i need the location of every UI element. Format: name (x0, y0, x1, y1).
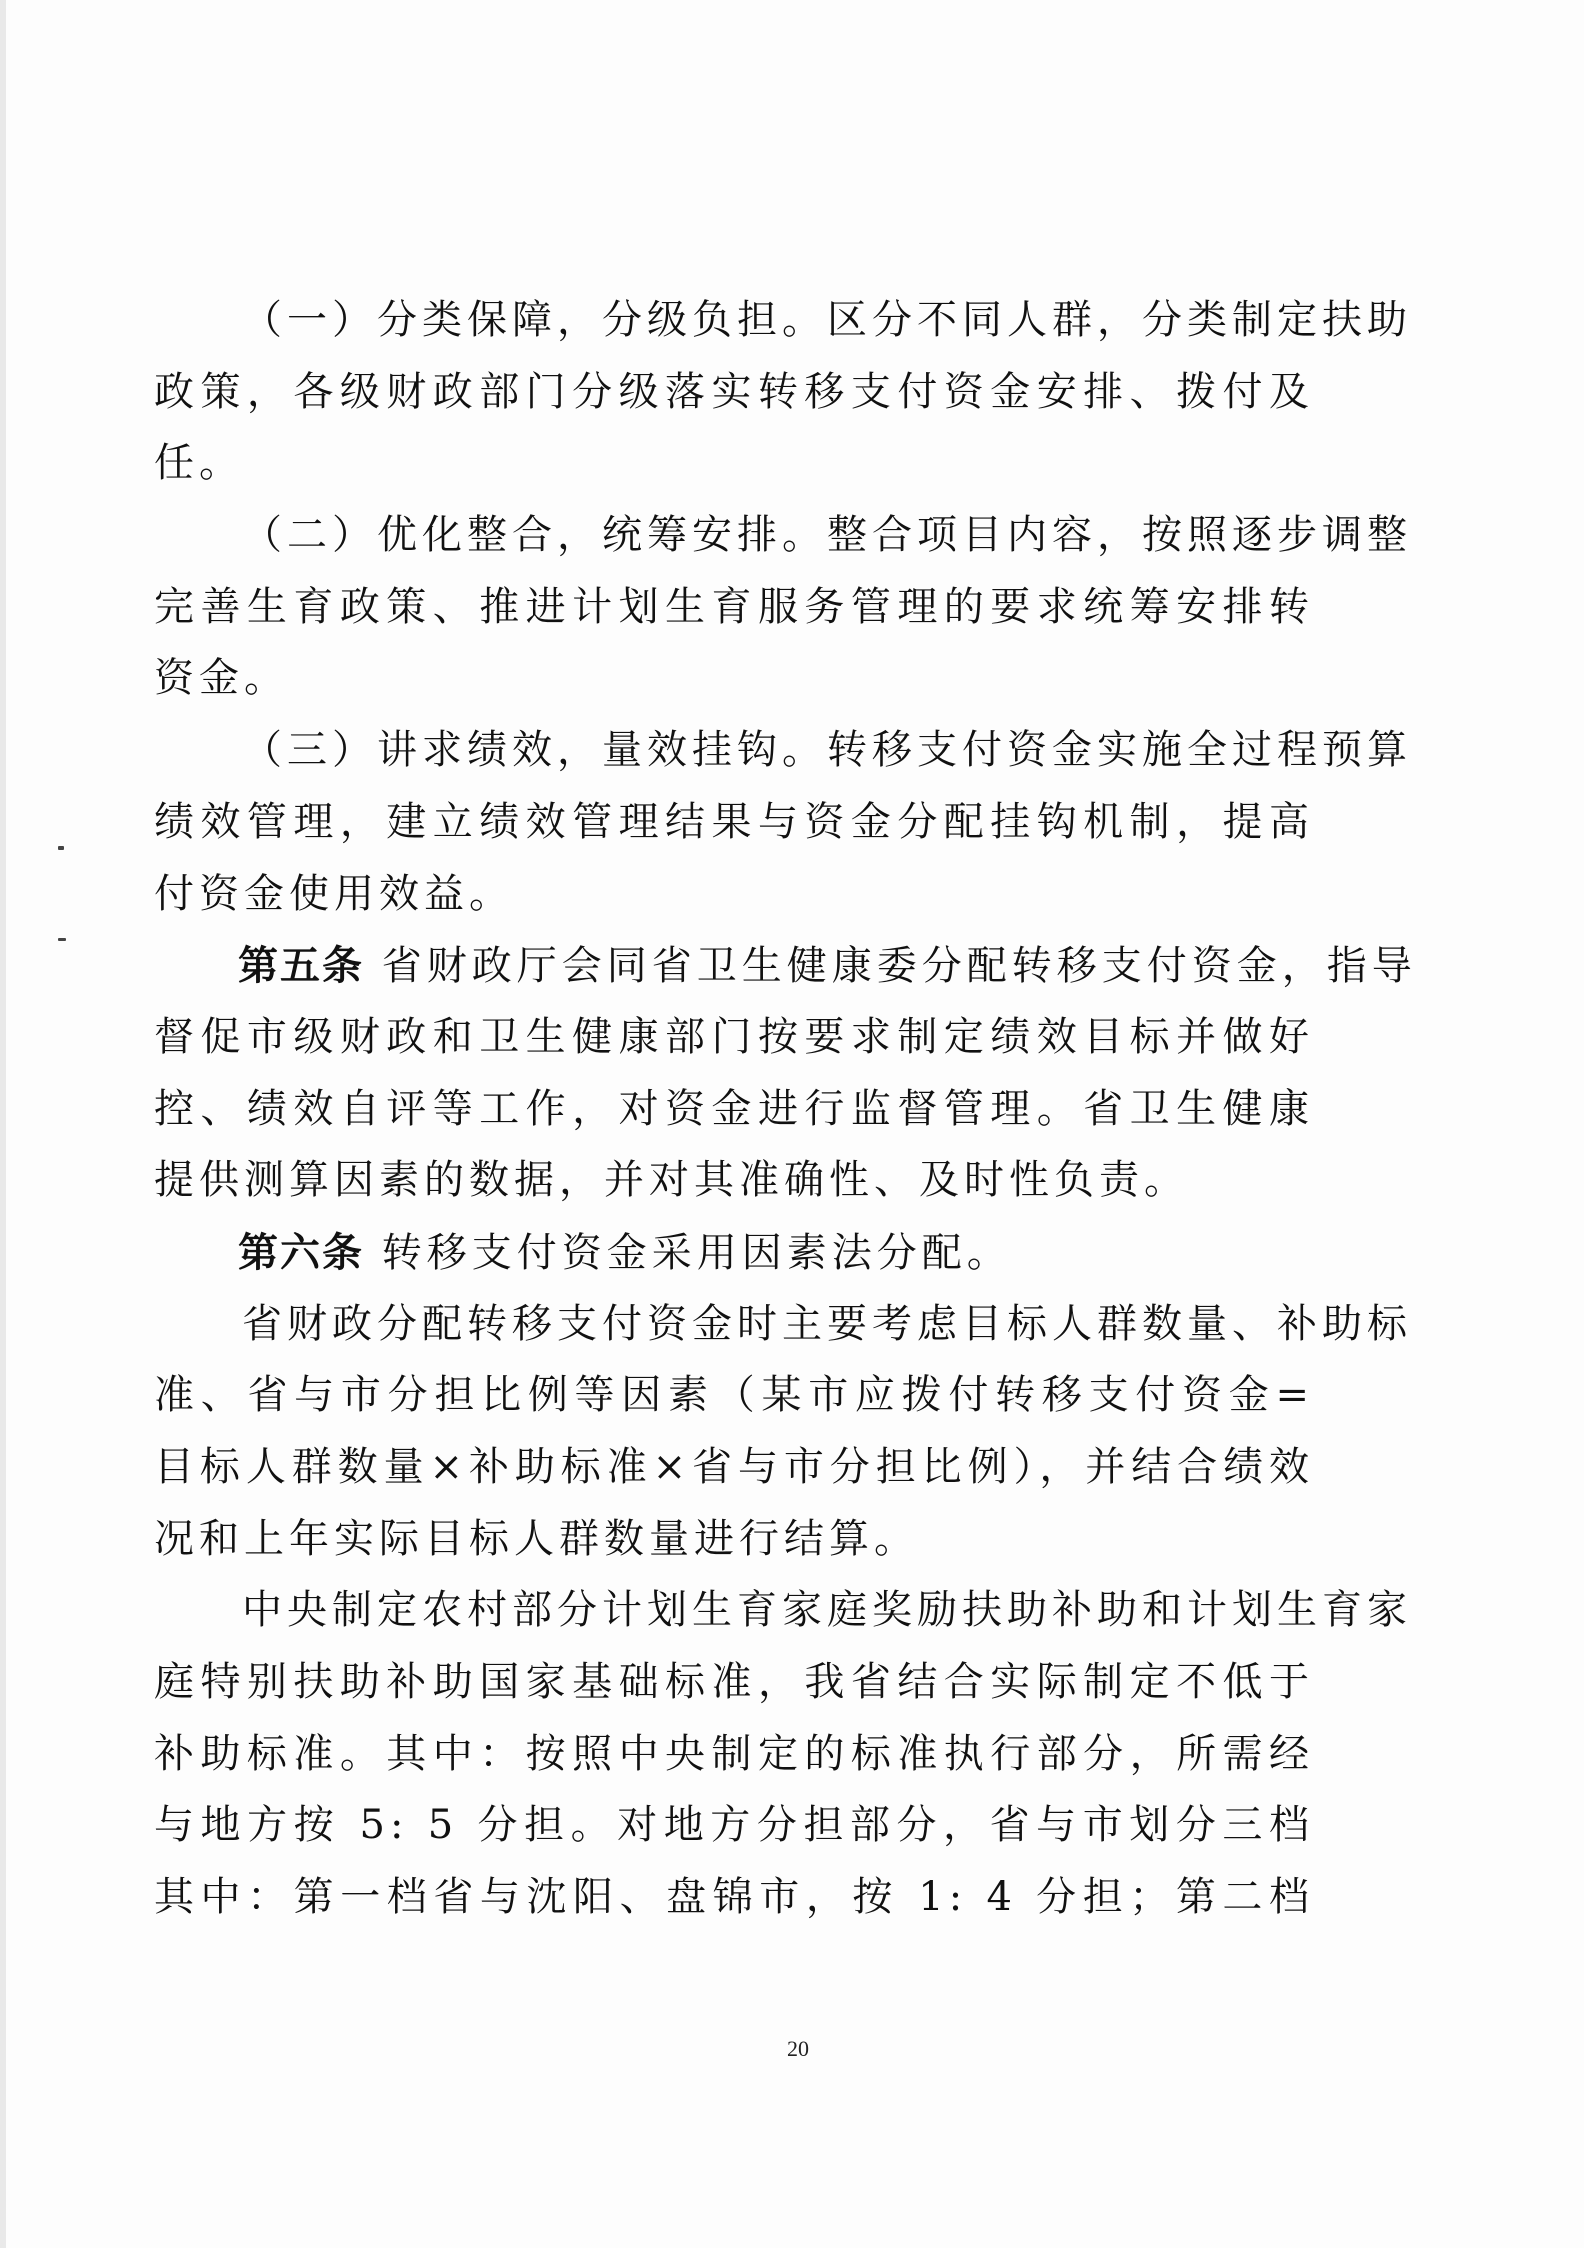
article-five-text: 省财政厅会同省卫生健康委分配转移支付资金，指导 (381, 943, 1417, 990)
paragraph-line: （三）讲求绩效，量效挂钩。转移支付资金实施全过程预算 (242, 727, 1412, 774)
page-number: 20 (787, 2036, 809, 2061)
document-body (154, 285, 1417, 1934)
article-five-line (154, 930, 1417, 1002)
paragraph-line: 准、省与市分担比例等因素（某市应拨付转移支付资金= (154, 1372, 1314, 1419)
scan-speck (58, 846, 64, 850)
paragraph-line: 督促市级财政和卫生健康部门按要求制定绩效目标并做好 (154, 1013, 1314, 1060)
paragraph-line: 庭特别扶助补助国家基础标准，我省结合实际制定不低于 (154, 1659, 1314, 1706)
paragraph-line: 资金。 (154, 655, 289, 702)
paragraph-line: 提供测算因素的数据，并对其准确性、及时性负责。 (154, 1157, 1189, 1204)
paragraph-line: 目标人群数量×补助标准×省与市分担比例），并结合绩效 (154, 1444, 1314, 1490)
article-six-heading: 第六条 (238, 1228, 364, 1276)
paragraph-line: 况和上年实际目标人群数量进行结算。 (154, 1515, 919, 1562)
paragraph-line: （二）优化整合，统筹安排。整合项目内容，按照逐步调整 (242, 512, 1412, 559)
paragraph-line: 其中：第一档省与沈阳、盘锦市，按 1: 4 分担；第二档 (154, 1874, 1314, 1921)
paragraph-line: 付资金使用效益。 (154, 870, 514, 917)
paragraph-line: （一）分类保障，分级负担。区分不同人群，分类制定扶助 (242, 297, 1412, 343)
paragraph-line: 绩效管理，建立绩效管理结果与资金分配挂钩机制，提高 (154, 798, 1314, 845)
paragraph-line: 与地方按 5: 5 分担。对地方分担部分，省与市划分三档 (154, 1802, 1314, 1849)
article-six-line (154, 1217, 1314, 1289)
paragraph-line: 控、绩效自评等工作，对资金进行监督管理。省卫生健康 (154, 1085, 1314, 1132)
paragraph-line: 中央制定农村部分计划生育家庭奖励扶助补助和计划生育家 (242, 1587, 1412, 1634)
article-five-heading: 第五条 (238, 942, 364, 990)
paragraph-line: 补助标准。其中：按照中央制定的标准执行部分，所需经 (154, 1730, 1314, 1777)
paragraph-line: 省财政分配转移支付资金时主要考虑目标人群数量、补助标 (242, 1300, 1412, 1347)
paragraph-line: 政策，各级财政部门分级落实转移支付资金安排、拨付及 (154, 368, 1314, 415)
article-six-text: 转移支付资金采用因素法分配。 (381, 1229, 1012, 1276)
paragraph-line: 完善生育政策、推进计划生育服务管理的要求统筹安排转 (154, 583, 1314, 630)
paragraph-line: 任。 (154, 440, 244, 487)
scan-speck (58, 938, 66, 941)
